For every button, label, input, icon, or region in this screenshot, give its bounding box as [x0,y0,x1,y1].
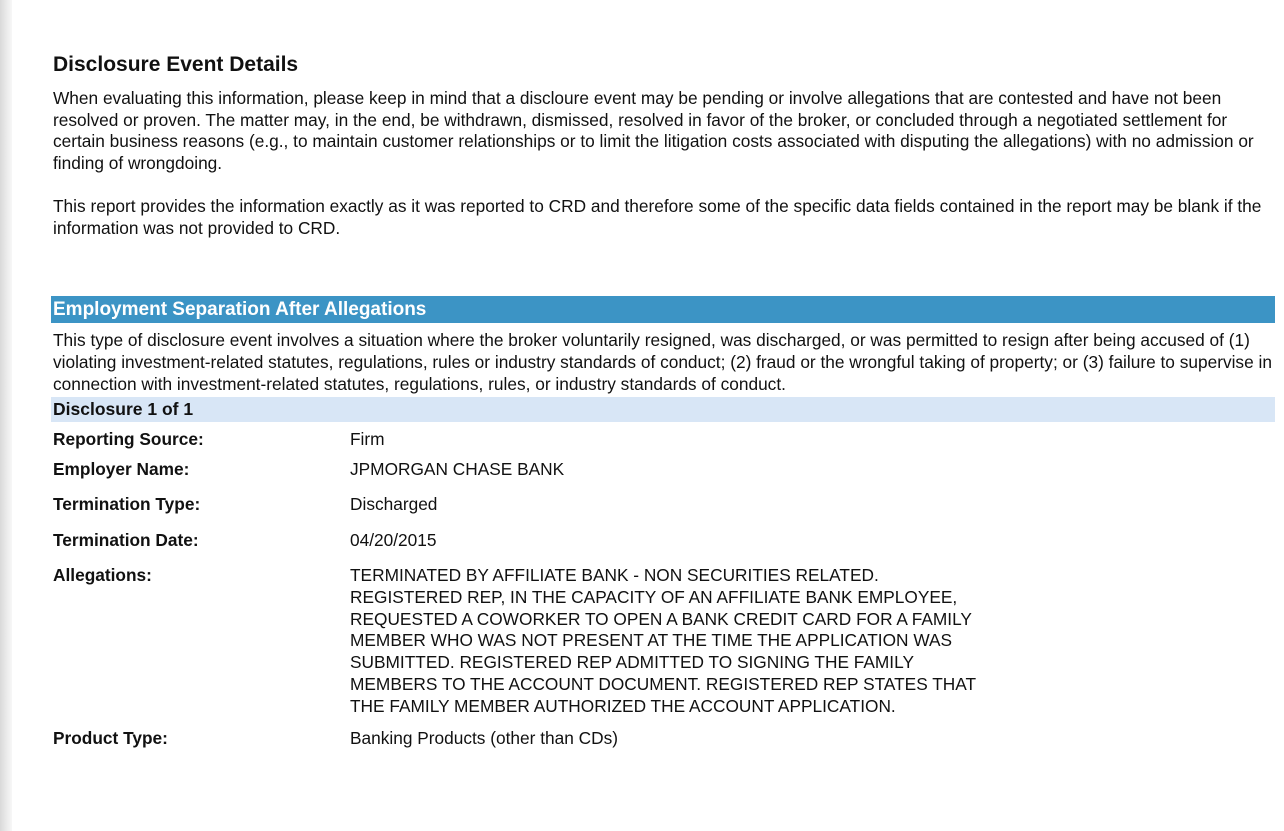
field-value: JPMORGAN CHASE BANK [350,459,565,479]
disclosure-counter-bar: Disclosure 1 of 1 [51,397,1275,422]
field-value: Discharged [350,494,438,514]
category-header: Employment Separation After Allegations [51,296,1275,323]
intro-paragraph-crd: This report provides the information exactly as it was reported to CRD and therefore some of the specific data fields contained in the report may be blank if the information was not provided to CRD. [53,196,1262,238]
field-value: Firm [350,429,385,449]
field-value: 04/20/2015 [350,530,437,550]
page-title: Disclosure Event Details [53,53,299,76]
category-description: This type of disclosure event involves a situation where the broker voluntarily resigned, was discharged, or was permitted to resign after being accused of (1) violating investment-related statutes, regulations, rules or industry standards of conduct; (2) fraud or the wrongful taking of property; or (3) failure to supervise in connection with investment-related statutes, regulations, rules, or industry standards of conduct. [53,330,1272,394]
field-label: Allegations: [53,565,152,585]
field-value: TERMINATED BY AFFILIATE BANK - NON SECURITIES RELATED. REGISTERED REP, IN THE CAPACITY OF AN AFFILIATE BANK EMPLOYEE, REQUESTED A COWORKER TO OPEN A BANK CREDIT CARD FOR A FAMILY MEMBER WHO WAS NOT PRESENT AT THE TIME THE APPLICATION WAS SUBMITTED. REGISTERED REP ADMITTED TO SIGNING THE FAMILY MEMBERS TO THE ACCOUNT DOCUMENT. REGISTERED REP STATES THAT THE FAMILY MEMBER AUTHORIZED THE ACCOUNT APPLICATION. [350,565,977,716]
field-label: Employer Name: [53,459,190,479]
intro-paragraph-evaluation: When evaluating this information, please keep in mind that a discloure event may be pending or involve allegations that are contested and have not been resolved or proven. The matter may, in the end, be withdrawn, dismissed, resolved in favor of the broker, or concluded through a negotiated settlement for certain business reasons (e.g., to maintain customer relationships or to limit the litigation costs associated with disputing the allegations) with no admission or finding of wrongdoing. [53,88,1254,173]
page-edge-shadow [0,0,12,831]
field-label: Termination Date: [53,530,199,550]
field-label: Product Type: [53,728,168,748]
field-label: Termination Type: [53,494,201,514]
field-value: Banking Products (other than CDs) [350,728,618,748]
field-label: Reporting Source: [53,429,204,449]
